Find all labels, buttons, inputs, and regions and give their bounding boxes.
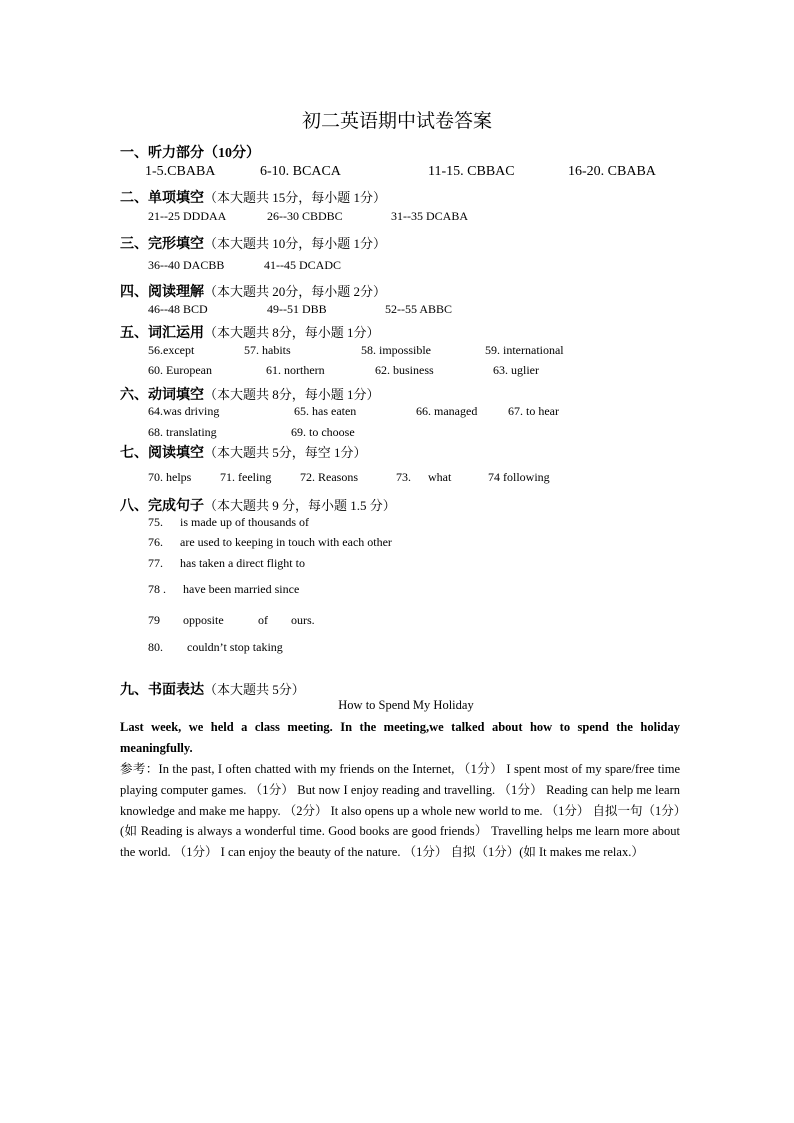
s1-answer-3: 11-15. CBBAC [428, 164, 515, 179]
section-8-heading: 八、完成句子（本大题共 9 分，每小题 1.5 分） [120, 498, 396, 514]
section-7-heading: 七、阅读填空（本大题共 5分，每空 1分） [120, 445, 367, 461]
s6-answer-69: 69. to choose [291, 425, 355, 439]
section-3-heading: 三、完形填空（本大题共 10分，每小题 1分） [120, 236, 387, 252]
s4-answer-1: 46--48 BCD [148, 302, 208, 316]
s8-answer-79-w3: ours. [291, 613, 315, 627]
s5-answer-60: 60. European [148, 363, 212, 377]
section-5-heading: 五、词汇运用（本大题共 8分，每小题 1分） [120, 325, 380, 341]
s5-answer-59: 59. international [485, 343, 564, 357]
s6-answer-67: 67. to hear [508, 404, 559, 418]
essay-prompt: Last week, we held a class meeting. In the meeting,we talked about how to spend the holiday meaningfully. [120, 720, 680, 755]
s8-answer-79-w2: of [258, 613, 268, 627]
s7-answer-70: 70. helps [148, 470, 192, 484]
page-title: 初二英语期中试卷答案 [301, 111, 492, 132]
s7-answer-73-num: 73. [396, 470, 411, 484]
s8-answer-78: have been married since [183, 582, 300, 596]
section-4-heading: 四、阅读理解（本大题共 20分，每小题 2分） [120, 284, 387, 300]
s7-answer-71: 71. feeling [220, 470, 272, 484]
s7-answer-73-text: what [428, 470, 452, 484]
s1-answer-4: 16-20. CBABA [568, 164, 656, 179]
s4-answer-2: 49--51 DBB [267, 302, 327, 316]
s8-num-79: 79 [148, 613, 160, 627]
s2-answer-2: 26--30 CBDBC [267, 209, 343, 223]
s8-num-80: 80. [148, 640, 163, 654]
s3-answer-2: 41--45 DCADC [264, 258, 341, 272]
s8-answer-76: are used to keeping in touch with each other [180, 535, 392, 549]
s7-answer-72: 72. Reasons [300, 470, 358, 484]
s1-answer-2: 6-10. BCACA [260, 164, 341, 179]
essay-title: How to Spend My Holiday [338, 698, 474, 712]
section-1-heading: 一、听力部分（10分） [120, 146, 260, 161]
s8-answer-77: has taken a direct flight to [180, 556, 305, 570]
s8-answer-75: is made up of thousands of [180, 515, 309, 529]
s6-answer-65: 65. has eaten [294, 404, 357, 418]
s6-answer-64: 64.was driving [148, 404, 220, 418]
s8-answer-80: couldn’t stop taking [187, 640, 283, 654]
s5-answer-63: 63. uglier [493, 363, 539, 377]
s5-answer-61: 61. northern [266, 363, 325, 377]
s6-answer-66: 66. managed [416, 404, 478, 418]
s2-answer-1: 21--25 DDDAA [148, 209, 227, 223]
s8-num-77: 77. [148, 556, 163, 570]
reference-essay: 参考：In the past, I often chatted with my friends on the Internet, （1分） I spent most of my spare/free time playing computer games. （1分） But now I enjoy reading and travelling. （1分） Reading can help me learn knowledge and make me happy. （2分） It also opens up a whole new world to me. （1分） 自拟一句（1分）(如 Reading is always a wonderful time. Good books are good friends） Travelling helps me learn more about the world. （1分） I can enjoy the beauty of the nature. （1分） 自拟（1分）(如 It makes me relax.） [120, 762, 680, 860]
s8-num-76: 76. [148, 535, 163, 549]
s4-answer-3: 52--55 ABBC [385, 302, 453, 316]
s8-num-75: 75. [148, 515, 163, 529]
s5-answer-57: 57. habits [244, 343, 291, 357]
s5-answer-56: 56.except [148, 343, 195, 357]
section-6-heading: 六、动词填空（本大题共 8分，每小题 1分） [120, 387, 380, 403]
s8-num-78: 78 . [148, 582, 166, 596]
s1-answer-1: 1-5.CBABA [145, 164, 216, 179]
section-9-heading: 九、书面表达（本大题共 5分） [120, 682, 305, 698]
s6-answer-68: 68. translating [148, 425, 217, 439]
s7-answer-74: 74 following [488, 470, 550, 484]
s2-answer-3: 31--35 DCABA [391, 209, 468, 223]
s5-answer-58: 58. impossible [361, 343, 432, 357]
section-2-heading: 二、单项填空（本大题共 15分，每小题 1分） [120, 190, 387, 206]
s3-answer-1: 36--40 DACBB [148, 258, 225, 272]
s8-answer-79-w1: opposite [183, 613, 224, 627]
s5-answer-62: 62. business [375, 363, 434, 377]
